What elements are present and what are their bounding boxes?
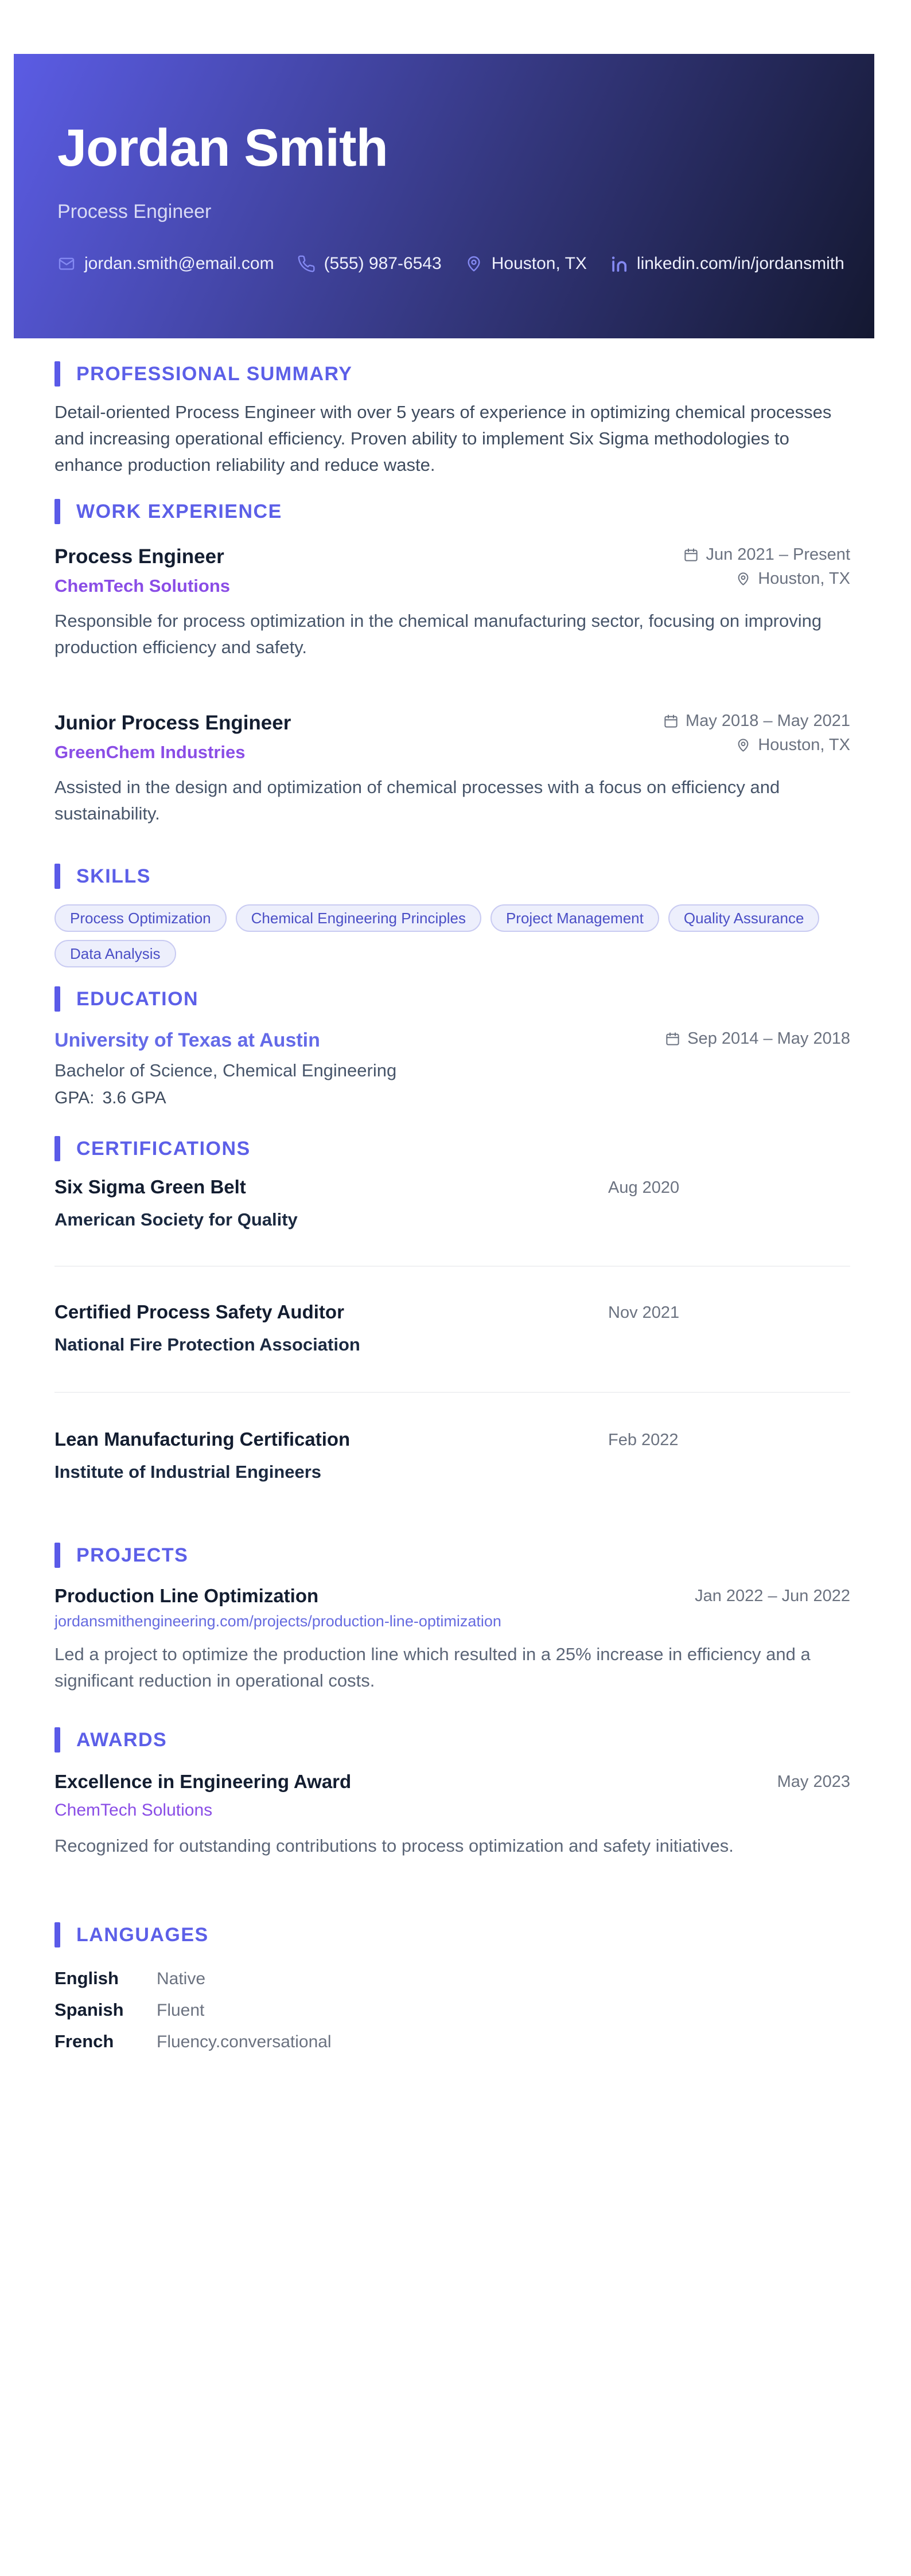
candidate-job-title: Process Engineer [57,201,212,223]
award-date: May 2023 [777,1773,850,1791]
certification-name: Lean Manufacturing Certification [54,1428,351,1450]
job-location [735,569,850,588]
job-title: Process Engineer [54,545,224,568]
heading-accent-bar [54,1922,60,1947]
section-title-projects: PROJECTS [76,1544,189,1566]
heading-accent-bar [54,864,60,889]
email-link[interactable] [57,254,274,274]
section-title-languages: LANGUAGES [76,1923,209,1946]
gpa-label: GPA: [54,1088,95,1107]
job-dates [683,545,850,564]
skills-heading-row [54,864,850,889]
section-experience [54,499,850,827]
contact-row [57,254,844,274]
job-location-text: Houston, TX [758,569,850,588]
location-icon [735,571,751,587]
language-level: Fluent [157,2001,205,2020]
language-row [54,1968,850,1989]
location-item [465,254,587,274]
job-dates-text: Jun 2021 – Present [706,545,850,564]
certification-date: Feb 2022 [608,1431,679,1449]
location-text: Houston, TX [491,254,587,273]
skill-pill: Project Management [490,904,659,932]
education-dates-text: Sep 2014 – May 2018 [687,1029,850,1048]
section-languages [54,1922,850,2052]
degree-text: Bachelor of Science, Chemical Engineering [54,1060,397,1080]
certification-issuer: Institute of Industrial Engineers [54,1462,322,1482]
certification-date: Aug 2020 [608,1178,680,1197]
skill-pill: Quality Assurance [668,904,820,932]
project-name: Production Line Optimization [54,1585,319,1606]
gpa-value: 3.6 GPA [102,1088,166,1107]
section-education [54,986,850,1109]
heading-accent-bar [54,1543,60,1568]
email-text: jordan.smith@email.com [84,254,274,273]
heading-accent-bar [54,361,60,387]
section-title-certifications: CERTIFICATIONS [76,1137,251,1160]
certification-issuer: National Fire Protection Association [54,1334,360,1355]
phone-icon [297,255,316,273]
certification-issuer: American Society for Quality [54,1209,298,1230]
language-list [54,1968,850,2052]
education-heading-row [54,986,850,1012]
company-name: GreenChem Industries [54,742,246,762]
certification-entry [54,1393,850,1482]
section-title-awards: AWARDS [76,1728,168,1751]
language-level: Native [157,1969,206,1988]
section-title-education: EDUCATION [76,988,199,1010]
location-icon [735,737,751,753]
language-name: English [54,1968,119,1988]
certifications-heading-row [54,1136,850,1161]
certification-entry [54,1267,850,1393]
certification-name: Six Sigma Green Belt [54,1176,246,1197]
skill-pill: Process Optimization [54,904,227,932]
calendar-icon [683,547,699,563]
summary-heading-row [54,361,850,387]
project-url-link[interactable]: jordansmithengineering.com/projects/production-line-optimization [54,1613,501,1630]
skill-pill: Data Analysis [54,940,176,967]
project-description: Led a project to optimize the production line which resulted in a 25% increase in efficiency and a significant reduction in operational costs. [54,1644,811,1691]
languages-heading-row [54,1922,850,1947]
linkedin-link[interactable] [610,254,844,274]
gpa-row [54,1088,850,1109]
award-entry [54,1771,850,1859]
job-location-text: Houston, TX [758,736,850,754]
job-description: Assisted in the design and optimization of chemical processes with a focus on efficiency and sustainability. [54,777,780,823]
certification-list [54,1176,850,1482]
heading-accent-bar [54,1136,60,1161]
calendar-icon [665,1031,680,1047]
mail-icon [57,255,76,273]
awards-heading-row [54,1727,850,1753]
skills-list [54,904,850,967]
award-name: Excellence in Engineering Award [54,1771,352,1792]
language-level: Fluency.conversational [157,2032,332,2051]
section-title-experience: WORK EXPERIENCE [76,500,282,522]
school-name[interactable]: University of Texas at Austin [54,1029,320,1051]
project-entry [54,1585,850,1694]
education-dates [665,1029,850,1048]
linkedin-icon [610,255,628,273]
award-description: Recognized for outstanding contributions to process optimization and safety initiatives. [54,1836,734,1856]
language-name: Spanish [54,2000,124,2020]
phone-text: (555) 987-6543 [324,254,442,273]
summary-text: Detail-oriented Process Engineer with over 5 years of experience in optimizing chemical processes and increasing operational efficiency. Proven ability to implement Six Sigma methodologies to enhance production reliability and reduce waste. [54,402,832,475]
job-description: Responsible for process optimization in the chemical manufacturing sector, focusing on improving production efficiency and safety. [54,611,822,657]
job-entry [54,545,850,661]
heading-accent-bar [54,986,60,1012]
section-skills [54,864,850,967]
section-projects [54,1543,850,1694]
calendar-icon [663,713,679,729]
linkedin-text: linkedin.com/in/jordansmith [636,254,844,273]
candidate-name: Jordan Smith [57,119,388,177]
job-entry [54,711,850,827]
job-title: Junior Process Engineer [54,712,291,734]
job-dates [663,711,850,731]
section-certifications [54,1136,850,1482]
resume-header [14,54,874,338]
skill-pill: Chemical Engineering Principles [236,904,481,932]
section-title-skills: SKILLS [76,865,151,887]
language-row [54,2031,850,2052]
certification-date: Nov 2021 [608,1303,680,1322]
job-dates-text: May 2018 – May 2021 [686,712,850,730]
experience-heading-row [54,499,850,524]
company-name: ChemTech Solutions [54,576,231,596]
certification-name: Certified Process Safety Auditor [54,1301,344,1322]
job-location [735,735,850,755]
heading-accent-bar [54,1727,60,1753]
award-issuer: ChemTech Solutions [54,1801,213,1820]
section-title-summary: PROFESSIONAL SUMMARY [76,362,353,385]
phone-link[interactable] [297,254,442,274]
projects-heading-row [54,1543,850,1568]
section-summary [54,361,850,478]
section-awards [54,1727,850,1859]
project-dates: Jan 2022 – Jun 2022 [695,1587,850,1605]
language-row [54,2000,850,2021]
heading-accent-bar [54,499,60,524]
resume-body [0,338,911,2063]
language-name: French [54,2031,114,2051]
location-icon [465,255,483,273]
certification-entry [54,1176,850,1267]
